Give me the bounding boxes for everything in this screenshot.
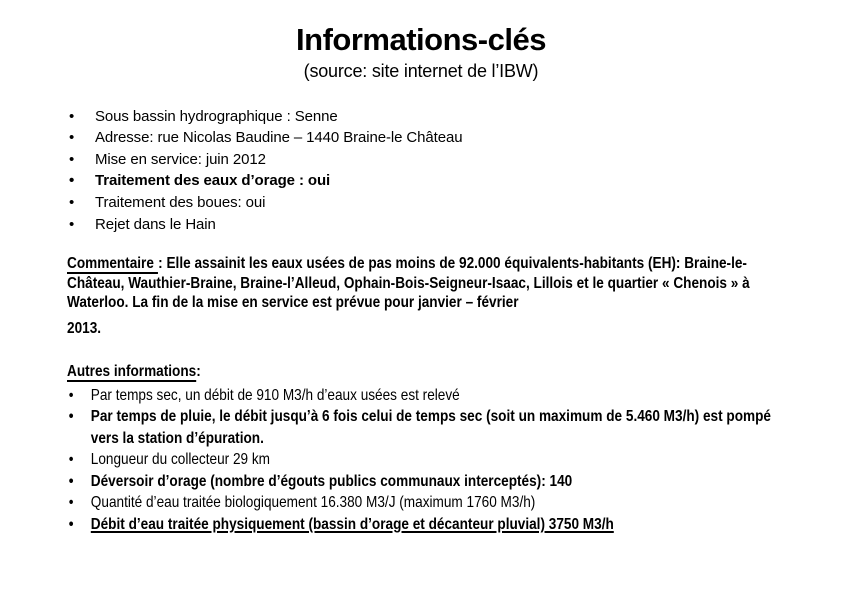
list-item: • Quantité d’eau traitée biologiquement 16.380 M3/J (maximum 1760 M3/h) [67,492,780,514]
list-item: • Rejet dans le Hain [67,214,780,236]
slide-content [67,106,780,536]
comment-separator: : [158,255,167,273]
list-item: • Par temps sec, un débit de 910 M3/h d’eaux usées est relevé [67,385,780,407]
list-item: • Sous bassin hydrographique : Senne [67,106,780,128]
other-info-heading [67,362,780,382]
list-item: • Déversoir d’orage (nombre d’égouts publics communaux interceptés): 140 [67,471,780,493]
comment-tail: 2013. [67,319,102,337]
key-facts-list [67,106,780,236]
other-info-list [67,385,780,536]
page-title: Informations-clés [296,22,546,57]
list-item: • Par temps de pluie, le débit jusqu’à 6 fois celui de temps sec (soit un maximum de 5.460 M3/h) est pompé vers la station d’épuration. [67,406,780,449]
comment-label: Commentaire [67,255,158,274]
comment-paragraph [67,254,780,313]
condensed-text-block [67,254,780,535]
list-item: • Adresse: rue Nicolas Baudine – 1440 Braine-le Château [67,127,780,149]
other-info-heading-text: Autres informations [67,362,197,380]
other-info-heading-colon: : [196,362,201,380]
list-item-text: Débit d’eau traitée physiquement (bassin d’orage et décanteur pluvial) 3750 M3/h [90,515,614,533]
comment-body: Elle assainit les eaux usées de pas moins de 92.000 équivalents-habitants (EH): Braine-le-Château, Wauthier-Braine, Braine-l’Alleud, Ophain-Bois-Seigneur-Isaac, Lillois et le quartier « Chenois » à Waterloo. La fin de la mise en service est prévue pour janvier – février [67,255,750,312]
list-item: • Longueur du collecteur 29 km [67,449,780,471]
list-item: • Mise en service: juin 2012 [67,149,780,171]
list-item: • Traitement des eaux d’orage : oui [67,170,780,192]
list-item [67,514,780,536]
page-subtitle: (source: site internet de l’IBW) [303,60,539,81]
list-item: • Traitement des boues: oui [67,192,780,214]
